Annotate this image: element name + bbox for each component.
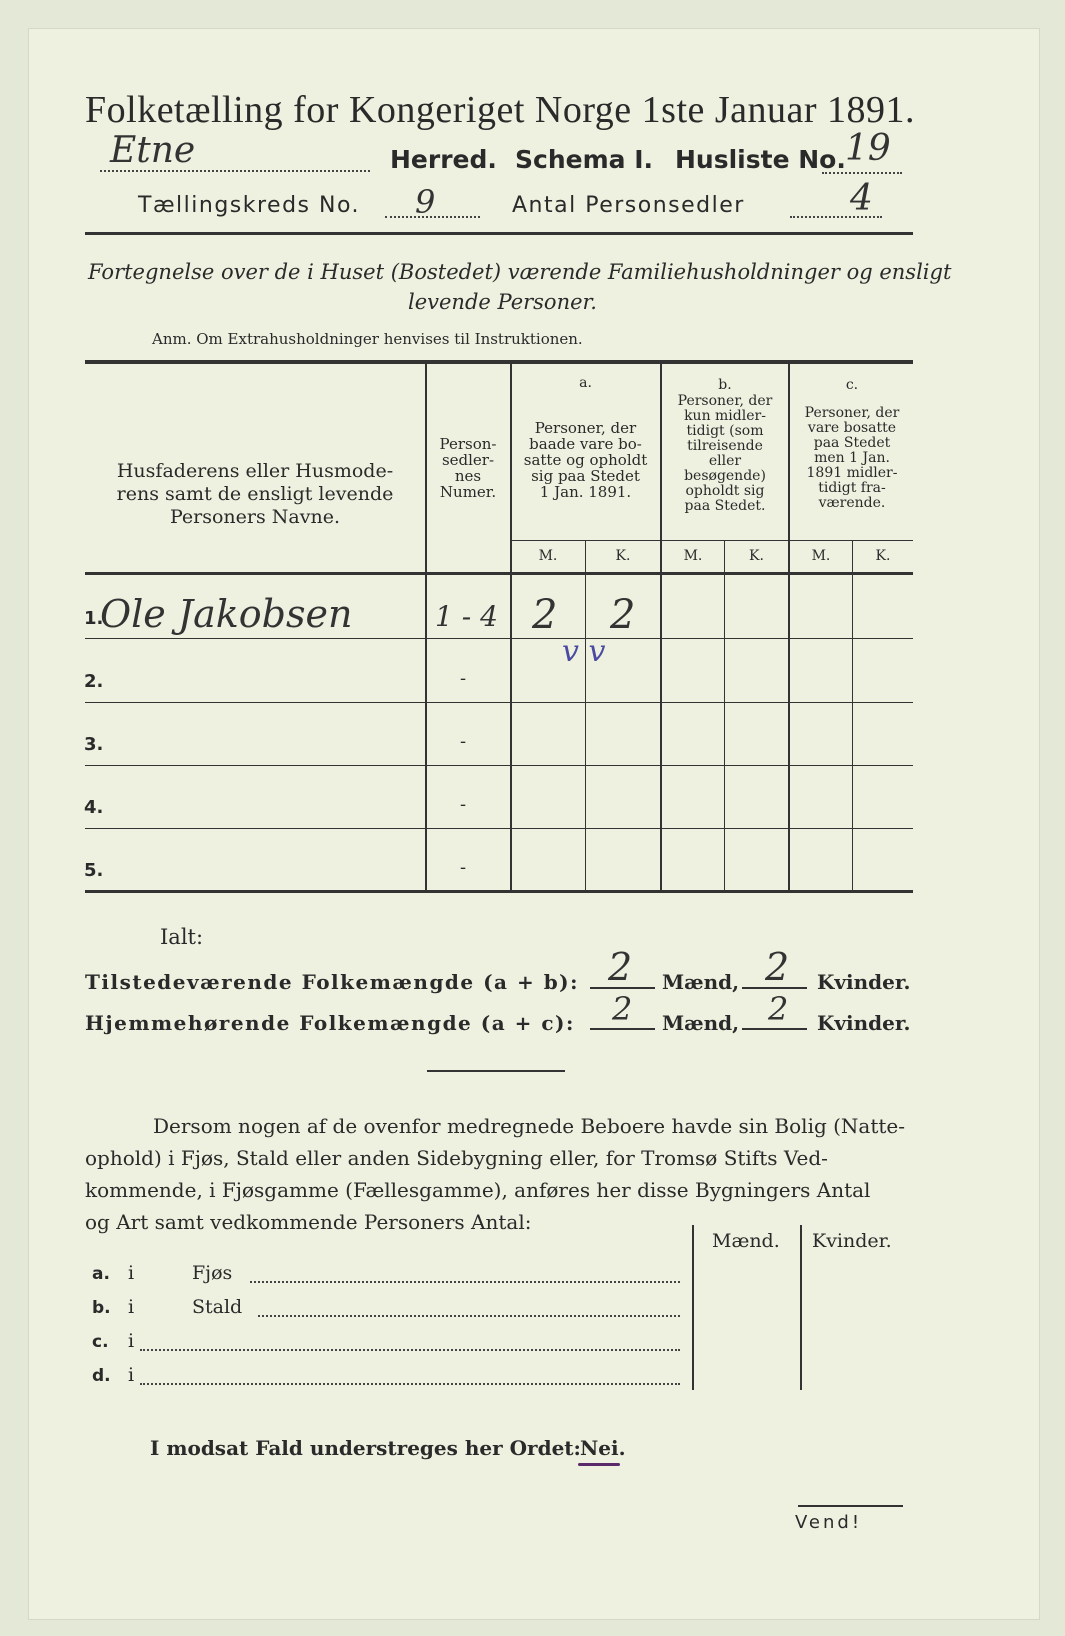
hjemme-kvinder-label: Kvinder. bbox=[817, 1011, 911, 1035]
tilstede-m-value: 2 bbox=[608, 945, 633, 989]
tilstede-kvinder-label: Kvinder. bbox=[817, 970, 911, 994]
hjemme-m-value: 2 bbox=[612, 990, 633, 1028]
vend-text: Vend! bbox=[795, 1512, 863, 1533]
row-numer: - bbox=[460, 731, 467, 752]
col-divider-num bbox=[510, 362, 512, 892]
husliste-label: Husliste No. bbox=[675, 145, 846, 174]
col-b-header: Personer, der kun midler- tidigt (som tilreisende eller besøgende) opholdt sig paa Stedet. bbox=[677, 393, 773, 514]
section-divider bbox=[427, 1070, 565, 1072]
col-c-mk-divider bbox=[852, 540, 853, 890]
col-a-k-label: K. bbox=[615, 548, 631, 564]
intro-line-1: Fortegnelse over de i Huset (Bostedet) værende Familiehusholdninger og ensligt bbox=[88, 260, 952, 284]
hjemme-k-line bbox=[742, 1028, 807, 1030]
hjemme-m-line bbox=[590, 1028, 655, 1030]
intro-line-2: levende Personer. bbox=[408, 290, 597, 314]
building-i: i bbox=[128, 1330, 135, 1352]
col-a-mk-divider bbox=[585, 540, 586, 890]
herred-value: Etne bbox=[110, 130, 196, 171]
col-divider-name bbox=[425, 362, 427, 892]
col-b-letter: b. bbox=[718, 377, 732, 393]
row-number: 4. bbox=[84, 797, 104, 818]
buildings-paragraph: Dersom nogen af de ovenfor medregnede Beboere havde sin Bolig (Natte- ophold) i Fjøs, Stald eller anden Sidebygning eller, for Tromsø Stifts Ved- kommende, i Fjøsgamme (Fællesgamme), anføres her disse Bygningers Antal og Art samt vedkommende Personers Antal: bbox=[85, 1114, 906, 1234]
personsedler-value: 4 bbox=[850, 178, 873, 219]
herred-label: Herred. bbox=[390, 145, 497, 174]
anm-note: Anm. Om Extrahusholdninger henvises til Instruktionen. bbox=[152, 330, 583, 348]
row-number: 3. bbox=[84, 734, 104, 755]
col-b-k-label: K. bbox=[749, 548, 764, 564]
col-c-letter: c. bbox=[845, 377, 859, 393]
building-dotted-line bbox=[258, 1315, 680, 1317]
hjemme-maend-label: Mænd, bbox=[662, 1011, 740, 1035]
row-rule bbox=[85, 702, 913, 703]
check-marks: v v bbox=[562, 634, 606, 669]
building-letter: a. bbox=[92, 1264, 110, 1284]
col-num-header: Person- sedler- nes Numer. bbox=[439, 435, 497, 501]
row-name: Ole Jakobsen bbox=[100, 592, 353, 636]
row-numer: - bbox=[460, 857, 467, 878]
col-c-k-label: K. bbox=[875, 548, 891, 564]
col-c-m-label: M. bbox=[811, 548, 831, 564]
col-divider-b bbox=[788, 362, 790, 892]
buildings-kvinder-header: Kvinder. bbox=[812, 1230, 892, 1252]
col-divider-a bbox=[660, 362, 662, 892]
tilstede-label: Tilstedeværende Folkemængde (a + b): bbox=[85, 970, 580, 994]
col-c-header: Personer, der vare bosatte paa Stedet men 1 Jan. 1891 midler- tidigt fra- værende. bbox=[804, 405, 900, 511]
col-name-header: Husfaderens eller Husmode- rens samt de ensligt levende Personers Navne. bbox=[116, 460, 394, 528]
col-a-header: Personer, der baade vare bo- satte og opholdt sig paa Stedet 1 Jan. 1891. bbox=[523, 419, 648, 501]
building-letter: c. bbox=[92, 1332, 109, 1352]
col-a-m-label: M. bbox=[538, 548, 558, 564]
tilstede-k-value: 2 bbox=[765, 945, 790, 989]
husliste-value: 19 bbox=[845, 128, 891, 169]
vend-rule bbox=[798, 1505, 903, 1507]
modsat-text: I modsat Fald understreges her Ordet: bbox=[150, 1436, 581, 1460]
building-i: i bbox=[128, 1296, 135, 1318]
building-i: i bbox=[128, 1364, 135, 1386]
ialt-label: Ialt: bbox=[160, 925, 204, 949]
buildings-col-divider-2 bbox=[800, 1225, 802, 1390]
buildings-col-divider-1 bbox=[692, 1225, 694, 1390]
row-numer: - bbox=[460, 668, 467, 689]
building-letter: b. bbox=[92, 1298, 111, 1318]
row-numer: - bbox=[460, 794, 467, 815]
nei-underline bbox=[578, 1463, 620, 1466]
schema-label: Schema I. bbox=[515, 145, 654, 174]
row-number: 1. bbox=[84, 608, 104, 629]
building-letter: d. bbox=[92, 1366, 111, 1386]
kreds-label: Tællingskreds No. bbox=[138, 193, 361, 218]
header-rule bbox=[85, 232, 913, 235]
col-b-mk-divider bbox=[724, 540, 725, 890]
hjemme-k-value: 2 bbox=[768, 990, 789, 1028]
row-a-k-value: 2 bbox=[610, 592, 636, 638]
building-label-fjos: Fjøs bbox=[192, 1262, 233, 1284]
building-label-stald: Stald bbox=[192, 1296, 243, 1318]
row-rule bbox=[85, 828, 913, 829]
row-number: 2. bbox=[84, 671, 104, 692]
building-i: i bbox=[128, 1262, 135, 1284]
hjemme-label: Hjemmehørende Folkemængde (a + c): bbox=[85, 1011, 575, 1035]
husliste-dotted-line bbox=[822, 172, 902, 174]
col-a-letter: a. bbox=[579, 375, 592, 391]
col-b-m-label: M. bbox=[683, 548, 703, 564]
personsedler-label: Antal Personsedler bbox=[512, 193, 745, 218]
nei-word: Nei. bbox=[580, 1436, 626, 1460]
form-title: Folketælling for Kongeriget Norge 1ste Januar 1891. bbox=[85, 89, 916, 131]
tilstede-maend-label: Mænd, bbox=[662, 970, 740, 994]
row-numer: 1 - 4 bbox=[435, 600, 498, 633]
row-number: 5. bbox=[84, 860, 104, 881]
row-a-m-value: 2 bbox=[532, 592, 558, 638]
building-dotted-line bbox=[140, 1383, 680, 1385]
building-dotted-line bbox=[140, 1349, 680, 1351]
buildings-maend-header: Mænd. bbox=[712, 1230, 780, 1252]
row-rule bbox=[85, 765, 913, 766]
kreds-value: 9 bbox=[415, 183, 436, 221]
row-rule bbox=[85, 638, 913, 639]
building-dotted-line bbox=[250, 1281, 680, 1283]
